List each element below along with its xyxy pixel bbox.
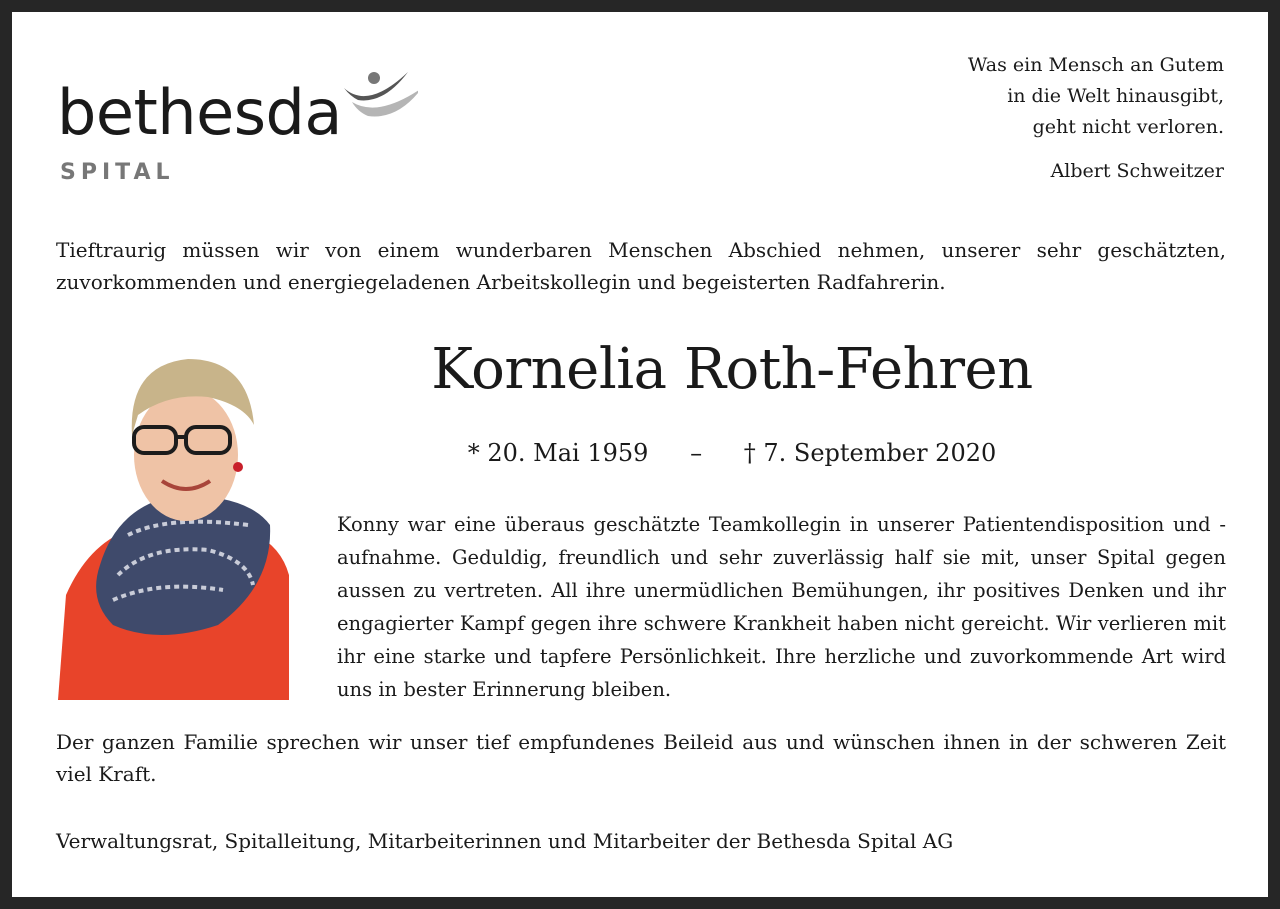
quote-line: Was ein Mensch an Gutem [967, 54, 1224, 76]
logo-smile-icon [338, 58, 418, 118]
signature-line: Verwaltungsrat, Spitalleitung, Mitarbeiterinnen und Mitarbeiter der Bethesda Spital AG [56, 829, 954, 853]
logo-subtitle: SPITAL [60, 160, 175, 185]
intro-paragraph: Tieftraurig müssen wir von einem wunderbaren Menschen Abschied nehmen, unserer sehr geschätzten, zuvorkommenden und energiegeladenen Arbeitskollegin und begeisterten Radfahrerin. [56, 238, 1226, 294]
portrait-photo [58, 345, 289, 700]
quote-line: in die Welt hinausgibt, [1007, 85, 1224, 107]
quote [804, 50, 1224, 143]
life-dates [312, 435, 1152, 471]
birth-date: * 20. Mai 1959 [467, 439, 649, 467]
logo-wordmark: bethesda [57, 76, 342, 149]
tribute-paragraph: Konny war eine überaus geschätzte Teamkollegin in unserer Patientendisposition und -aufnahme. Geduldig, freundlich und sehr zuverlässig half sie mit, unser Spital gegen aussen zu vertreten. All ihre unermüdlichen Bemühungen, ihr positives Denken und ihr engagierter Kampf gegen ihre schwere Krankheit haben nicht gereicht. Wir verlieren mit ihr eine starke und tapfere Persönlichkeit. Ihre herzliche und zuvorkommende Art wird uns in bester Erinnerung bleiben. [337, 513, 1226, 701]
obituary-notice [12, 12, 1268, 897]
deceased-name: Kornelia Roth-Fehren [431, 337, 1033, 402]
condolence-paragraph: Der ganzen Familie sprechen wir unser tief empfundenes Beileid aus und wünschen ihnen in der schweren Zeit viel Kraft. [56, 730, 1226, 786]
quote-author: Albert Schweitzer [1050, 160, 1224, 182]
death-date: † 7. September 2020 [743, 439, 997, 467]
quote-line: geht nicht verloren. [1032, 116, 1224, 138]
date-separator: – [690, 439, 703, 467]
